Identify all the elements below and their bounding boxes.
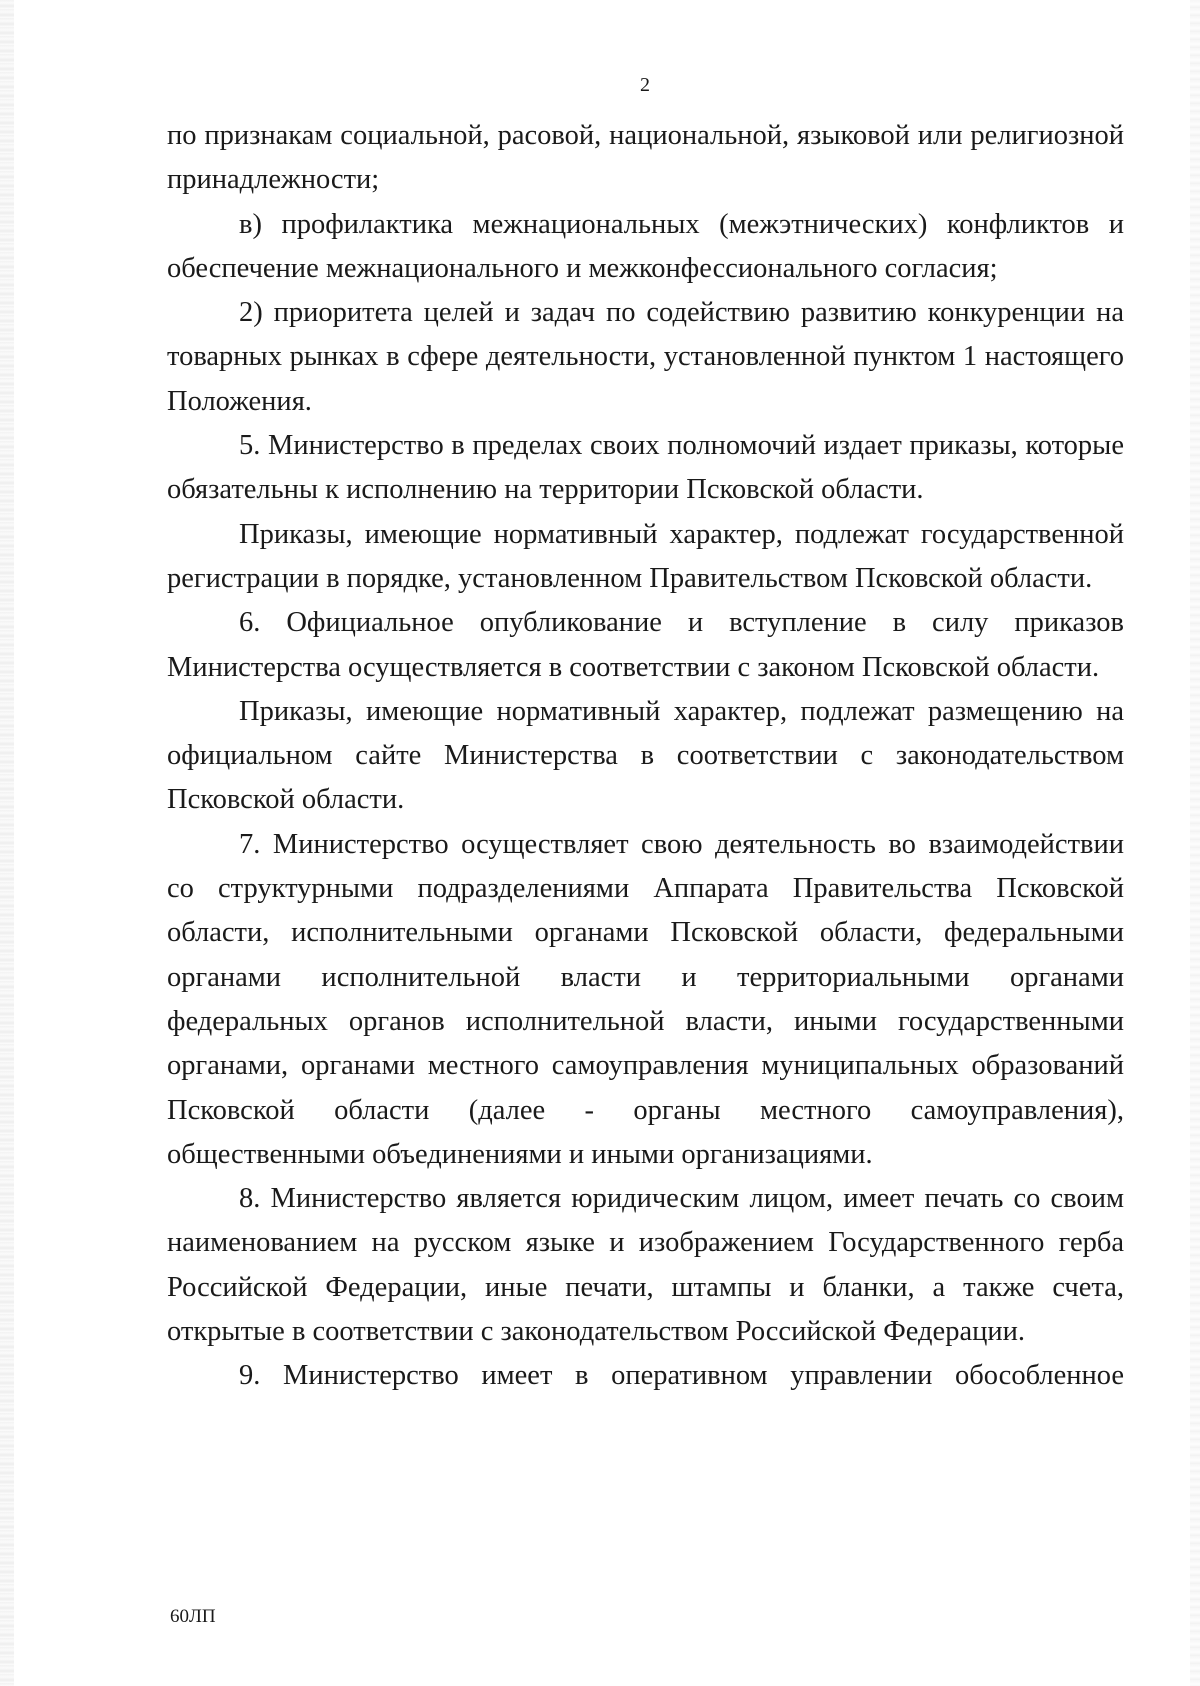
paragraph-continuation: по признакам социальной, расовой, национальной, языковой или религиозной принадлежности; (167, 120, 1124, 196)
scan-edge-right (1190, 0, 1200, 1686)
paragraph-clause-7: 7. Министерство осуществляет свою деятельность во взаимодействии со структурными подразделениями Аппарата Правительства Псковской области, исполнительными органами Псковской области, федеральными органами исполнительной власти и территориальными органами федеральных органов исполнительной власти, иными государственными органами, органами местного самоуправления муниципальных образований Псковской области (далее - органы местного самоуправления), общественными объединениями и иными организациями. (167, 828, 1124, 1170)
paragraph-clause-5: 5. Министерство в пределах своих полномочий издает приказы, которые обязательны к исполнению на территории Псковской области. (167, 430, 1124, 506)
document-code: 60ЛП (170, 1606, 216, 1627)
paragraph-clause-6: 6. Официальное опубликование и вступление в силу приказов Министерства осуществляется в соответствии с законом Псковской области. (167, 607, 1124, 683)
paragraph-orders-registration: Приказы, имеющие нормативный характер, подлежат государственной регистрации в порядке, установленном Правительством Псковской области. (167, 518, 1124, 594)
paragraph-item-2: 2) приоритета целей и задач по содействию развитию конкуренции на товарных рынках в сфере деятельности, установленной пунктом 1 настоящего Положения. (167, 297, 1124, 417)
paragraph-orders-publication: Приказы, имеющие нормативный характер, подлежат размещению на официальном сайте Министерства в соответствии с законодательством Псковской области. (167, 695, 1124, 816)
page-number: 2 (640, 74, 650, 96)
paragraph-clause-8: 8. Министерство является юридическим лицом, имеет печать со своим наименованием на русском языке и изображением Государственного герба Российской Федерации, иные печати, штампы и бланки, а также счета, открытые в соответствии с законодательством Российской Федерации. (167, 1183, 1124, 1348)
scan-edge-left (0, 0, 14, 1686)
document-body (167, 114, 1124, 1399)
paragraph-item-v: в) профилактика межнациональных (межэтнических) конфликтов и обеспечение межнационального и межконфессионального согласия; (167, 208, 1124, 284)
paragraph-clause-9: 9. Министерство имеет в оперативном управлении обособленное (239, 1360, 1124, 1392)
